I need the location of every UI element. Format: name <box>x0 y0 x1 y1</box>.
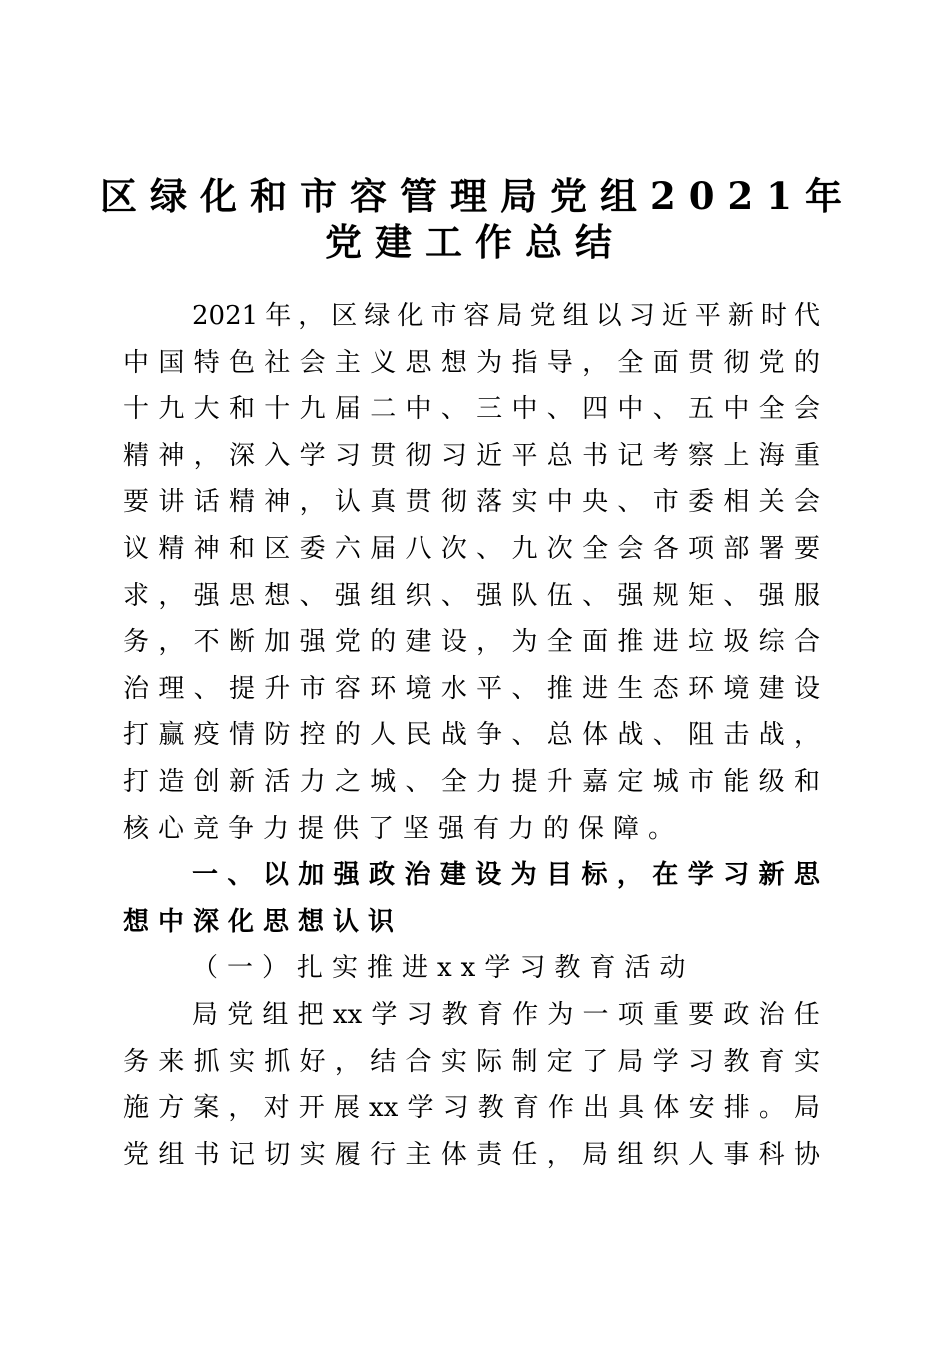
section-heading-line: 想中深化思想认识 <box>123 906 404 937</box>
paragraph-line: 核心竞争力提供了坚强有力的保障。 <box>123 813 684 844</box>
paragraph-line: 务 来 抓 实 抓 好 ， 结 合 实 际 制 定 了 局 学 习 教 育 实 <box>123 1046 820 1077</box>
paragraph-line: 议 精 神 和 区 委 六 届 八 次 、 九 次 全 会 各 项 部 署 要 <box>123 534 820 564</box>
paragraph-line: 精 神 ， 深 入 学 习 贯 彻 习 近 平 总 书 记 考 察 上 海 重 <box>123 440 820 471</box>
document-title-line-2: 党建工作总结 <box>325 220 625 264</box>
paragraph-line: 施 方 案 ， 对 开 展 xx 学 习 教 育 作 出 具 体 安 排 。 局 <box>123 1093 820 1124</box>
paragraph-line: 十 九 大 和 十 九 届 二 中 、 三 中 、 四 中 、 五 中 全 会 <box>123 394 820 425</box>
paragraph-line: 求 ， 强 思 想 、 强 组 织 、 强 队 伍 、 强 规 矩 、 强 服 <box>123 580 820 611</box>
document-title-line-1: 区绿化和市容管理局党组2021年 <box>100 174 855 218</box>
section-heading-line: 一 、 以 加 强 政 治 建 设 为 目 标 ， 在 学 习 新 思 <box>192 860 820 891</box>
paragraph-line: 务 ， 不 断 加 强 党 的 建 设 ， 为 全 面 推 进 垃 圾 综 合 <box>123 627 820 658</box>
paragraph-line: 中 国 特 色 社 会 主 义 思 想 为 指 导 ， 全 面 贯 彻 党 的 <box>123 347 820 378</box>
paragraph-line: 局 党 组 把 xx 学 习 教 育 作 为 一 项 重 要 政 治 任 <box>192 1000 820 1030</box>
paragraph-line: 治 理 、 提 升 市 容 环 境 水 平 、 推 进 生 态 环 境 建 设 <box>123 673 820 704</box>
paragraph-line: （一）扎实推进xx学习教育活动 <box>192 953 695 984</box>
paragraph-line: 要 讲 话 精 神 ， 认 真 贯 彻 落 实 中 央 、 市 委 相 关 会 <box>123 487 820 518</box>
paragraph-line: 2021 年 ， 区 绿 化 市 容 局 党 组 以 习 近 平 新 时 代 <box>192 301 820 331</box>
paragraph-line: 党 组 书 记 切 实 履 行 主 体 责 任 ， 局 组 织 人 事 科 协 <box>123 1139 820 1170</box>
paragraph-line: 打 赢 疫 情 防 控 的 人 民 战 争 、 总 体 战 、 阻 击 战 ， <box>123 720 820 751</box>
paragraph-line: 打 造 创 新 活 力 之 城 、 全 力 提 升 嘉 定 城 市 能 级 和 <box>123 767 820 797</box>
